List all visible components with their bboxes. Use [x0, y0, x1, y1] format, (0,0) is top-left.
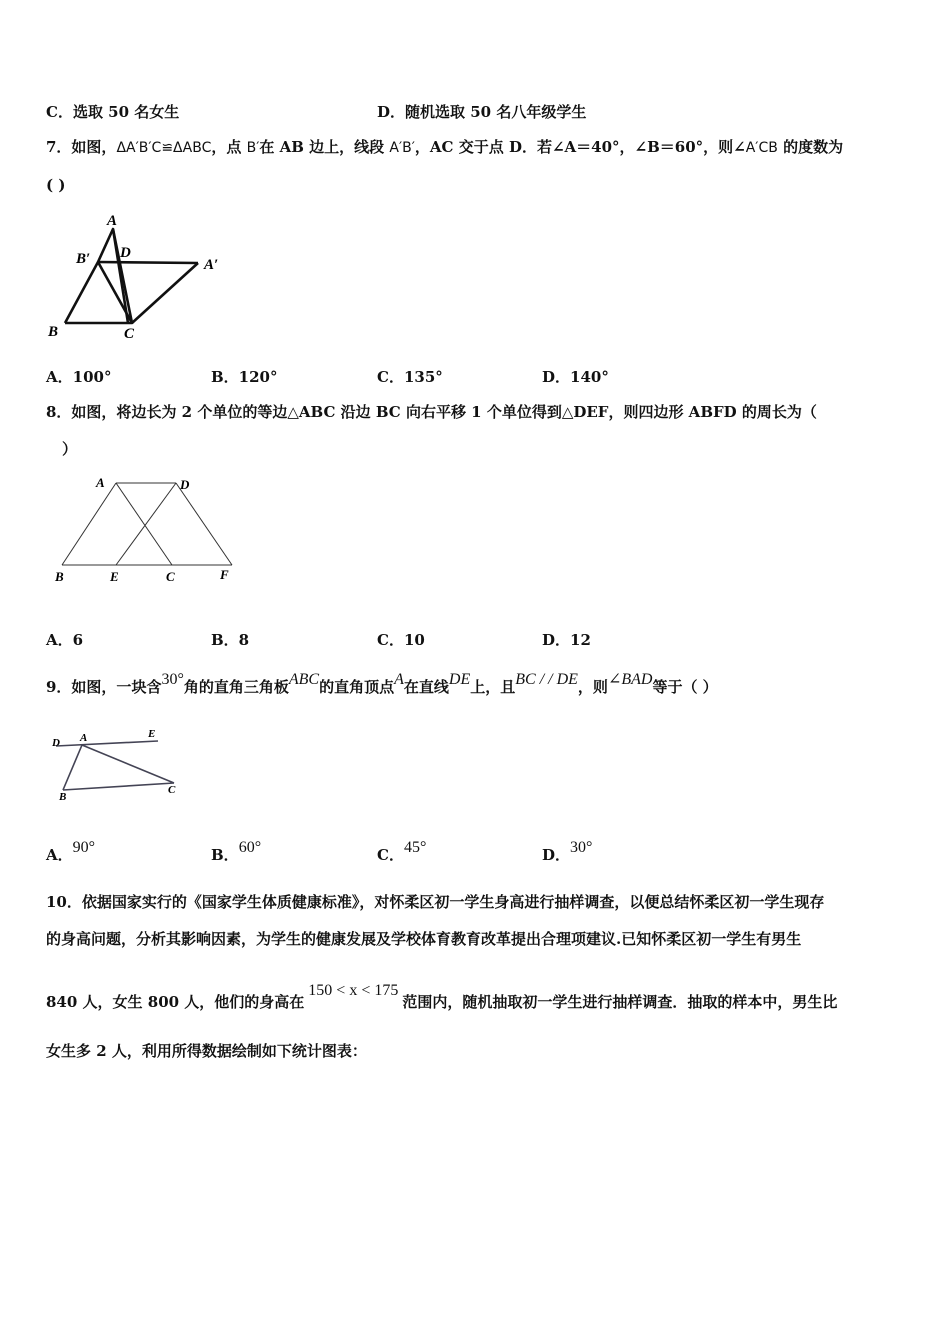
q7-label-aprime: A′: [204, 257, 219, 273]
q9-option-d: D．30°: [542, 839, 593, 864]
q7-option-b: B．120°: [211, 368, 278, 386]
q7-label-d: D: [120, 245, 131, 261]
q8-stem: 8．如图，将边长为 2 个单位的等边△ABC 沿边 BC 向右平移 1 个单位得到△DEF，则四边形 ABFD 的周长为（: [46, 403, 817, 421]
q10-line-3: 840 人，女生 800 人，他们的身高在150 < x < 175范围内，随机抽取初一学生进行抽样调查．抽取的样本中，男生比: [46, 982, 838, 1011]
q9-option-c: C．45°: [377, 839, 427, 864]
q8-label-c: C: [166, 569, 175, 584]
q7-label-a: A: [107, 213, 118, 229]
q7-label-c: C: [124, 326, 135, 342]
q9-label-c: C: [168, 784, 176, 796]
q9-label-a: A: [80, 732, 88, 744]
q8-option-b: B．8: [211, 631, 250, 649]
q7-paren: ( ): [46, 176, 66, 194]
q8-label-d: D: [180, 477, 190, 492]
q7-label-b: B: [48, 324, 59, 340]
q10-line-2: 的身高问题，分析其影响因素，为学生的健康发展及学校体育教育改革提出合理项建议.已知怀柔区初一学生有男生: [46, 930, 802, 948]
q9-label-d: D: [52, 737, 60, 749]
q7-option-c: C．135°: [377, 368, 443, 386]
q8-label-a: A: [96, 475, 105, 490]
q8-label-e: E: [110, 569, 119, 584]
q6-option-d: D．随机选取 50 名八年级学生: [377, 103, 587, 121]
q10-line-4: 女生多 2 人，利用所得数据绘制如下统计图表：: [46, 1042, 367, 1060]
q7-label-bprime: B′: [76, 251, 91, 267]
q8-paren: ）: [62, 440, 78, 458]
q7-stem: 7．如图，ΔA′B′C≌ΔABC，点 B′在 AB 边上，线段 A′B′，AC 交于点 D．若∠A＝40°，∠B＝60°，则∠A′CB 的度数为: [46, 138, 844, 156]
q10-line-1: 10．依据国家实行的《国家学生体质健康标准》，对怀柔区初一学生身高进行抽样调查，以便总结怀柔区初一学生现存: [46, 893, 825, 911]
q9-option-b: B．60°: [211, 839, 262, 864]
q7-option-a: A．100°: [46, 368, 112, 386]
q8-option-c: C．10: [377, 631, 425, 649]
q8-option-d: D．12: [542, 631, 591, 649]
q9-option-a: A．90°: [46, 839, 96, 864]
q8-label-f: F: [220, 567, 229, 582]
q7-figure: [40, 205, 240, 345]
q8-option-a: A．6: [46, 631, 84, 649]
q7-option-d: D．140°: [542, 368, 609, 386]
q9-label-b: B: [59, 791, 67, 803]
q9-stem: 9．如图，一块含30°角的直角三角板ABC的直角顶点A在直线DE上，且BC / / DE，则∠BAD等于（ ）: [46, 671, 718, 696]
q8-figure: [44, 470, 244, 590]
q8-label-b: B: [55, 569, 64, 584]
q6-option-c: C．选取 50 名女生: [46, 103, 180, 121]
q9-label-e: E: [148, 728, 156, 740]
q9-figure: [46, 724, 196, 806]
